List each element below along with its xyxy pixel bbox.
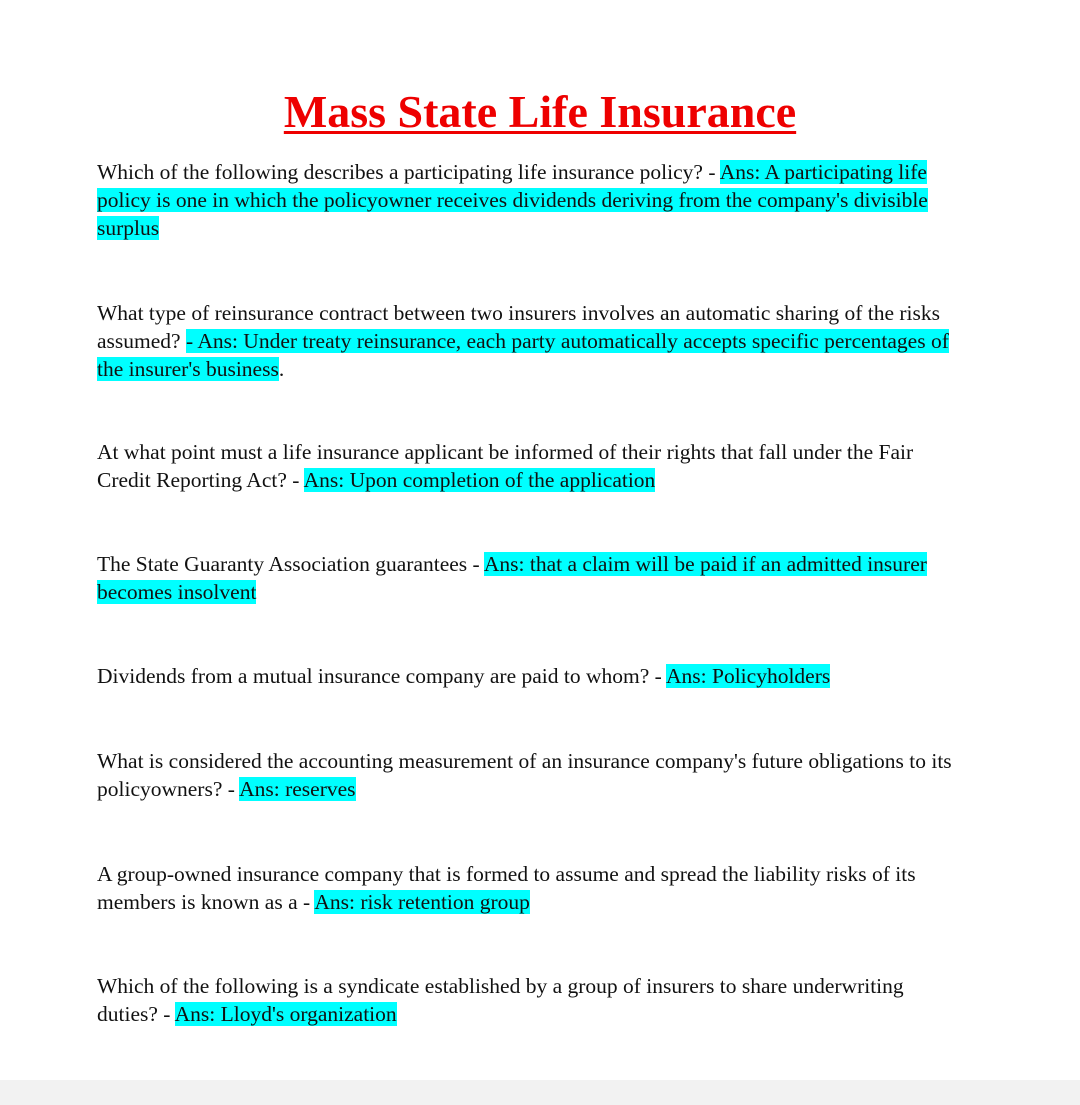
answer-highlight: Ans: that a claim will be paid if an admitted insurer becomes insolvent (97, 552, 927, 604)
qa-item-2 (97, 299, 959, 383)
question-text: What is considered the accounting measurement of an insurance company's future obligations to its policyowners? - (97, 749, 952, 801)
answer-highlight: Ans: risk retention group (314, 890, 530, 914)
question-text: At what point must a life insurance applicant be informed of their rights that fall under the Fair Credit Reporting Act? - (97, 440, 914, 492)
question-text: Dividends from a mutual insurance company are paid to whom? - (97, 664, 666, 688)
answer-highlight: - Ans: Under treaty reinsurance, each party automatically accepts specific percentages of the insurer's business (97, 329, 949, 381)
answer-highlight: Ans: Lloyd's organization (174, 1002, 397, 1026)
question-text: Which of the following describes a participating life insurance policy? - (97, 160, 720, 184)
qa-item-7 (97, 860, 959, 916)
answer-highlight: Ans: Upon completion of the application (303, 468, 656, 492)
qa-item-4 (97, 550, 959, 606)
qa-item-8 (97, 972, 959, 1028)
qa-item-3 (97, 438, 959, 494)
answer-trailing: . (278, 357, 285, 381)
answer-highlight: Ans: A participating life policy is one in which the policyowner receives dividends deriving from the company's divisible surplus (97, 160, 928, 240)
question-text: The State Guaranty Association guarantees - (97, 552, 484, 576)
qa-item-5 (97, 662, 959, 690)
question-text: Which of the following is a syndicate established by a group of insurers to share underwriting duties? - (97, 974, 904, 1026)
qa-item-1 (97, 158, 959, 242)
qa-item-6 (97, 747, 959, 803)
answer-highlight: Ans: Policyholders (666, 664, 831, 688)
page-title: Mass State Life Insurance (283, 86, 797, 137)
answer-highlight: Ans: reserves (239, 777, 356, 801)
question-text: A group-owned insurance company that is formed to assume and spread the liability risks of its members is known as a - (97, 862, 916, 914)
question-text: What type of reinsurance contract between two insurers involves an automatic sharing of the risks assumed? (97, 301, 941, 353)
bottom-strip (0, 1080, 1080, 1105)
